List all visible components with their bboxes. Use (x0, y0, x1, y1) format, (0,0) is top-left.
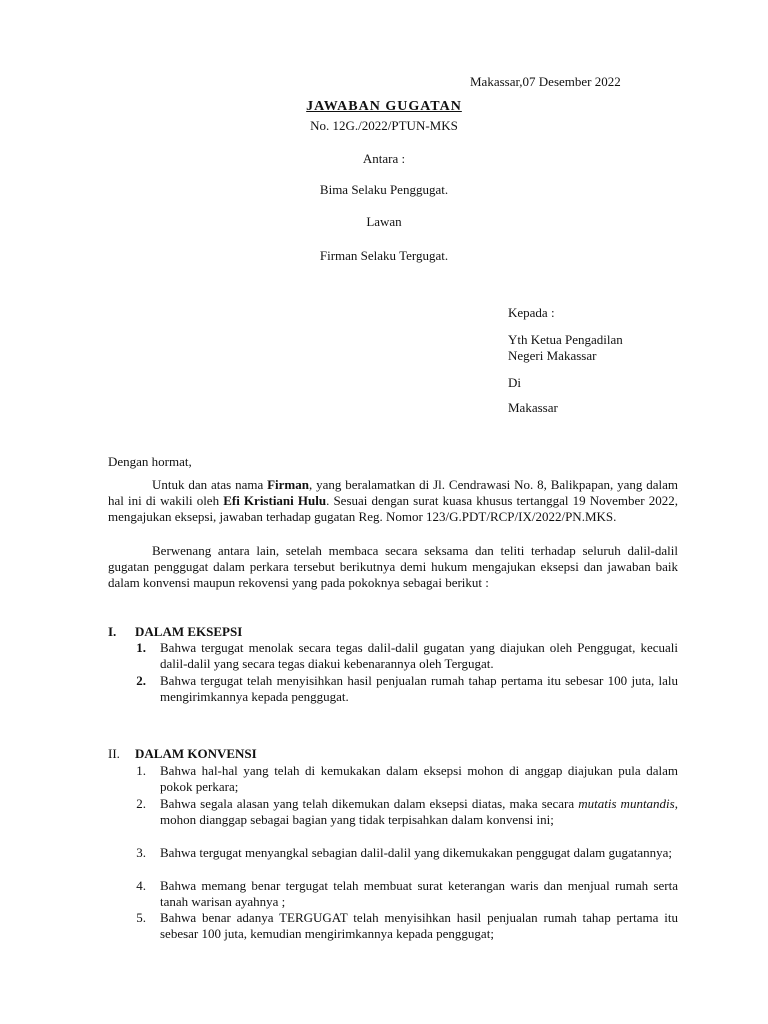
section-2-item-5-number: 5. (136, 910, 146, 925)
case-number: No. 12G./2022/PTUN-MKS (310, 118, 458, 133)
recipient-at: Di (508, 375, 521, 390)
defendant-line: Firman Selaku Tergugat. (319, 248, 449, 263)
section-2-item-2-number: 2. (136, 796, 146, 811)
recipient-line-2: Negeri Makassar (508, 348, 597, 363)
section-2-item-4-number: 4. (136, 878, 146, 893)
section-2-item-3: Bahwa tergugat menyangkal sebagian dalil-dalil yang dikemukakan penggugat dalam gugatannya; (160, 845, 673, 860)
section-1-title: DALAM EKSEPSI (135, 624, 243, 639)
document-title: JAWABAN GUGATAN (306, 99, 462, 114)
section-2-item-4: Bahwa memang benar tergugat telah membuat surat keterangan waris dan menjual rumah serta tanah warisan ayahnya ; (160, 878, 678, 909)
section-1-item-2-number: 2. (136, 673, 146, 688)
section-2-item-1-number: 1. (136, 763, 146, 778)
between-label: Antara : (362, 151, 406, 166)
section-2-item-2 (160, 796, 678, 828)
intro-text-c: . Sesuai dengan surat kuasa khusus tertanggal 19 November 2022, mengajukan eksepsi, jawaban terhadap gugatan Reg. Nomor 123/G.PDT/RCP/IX/2022/PN.MKS. (108, 493, 678, 524)
section-1-item-2: Bahwa tergugat telah menyisihkan hasil penjualan rumah tahap pertama itu sebesar 100 juta, lalu mengirimkannya kepada penggugat. (160, 673, 678, 704)
greeting: Dengan hormat, (108, 454, 192, 469)
intro-paragraph-2: Berwenang antara lain, setelah membaca secara seksama dan teliti terhadap seluruh dalil-dalil gugatan penggugat dalam perkara tersebut berikutnya demi hukum mengajukan eksepsi dan jawaban baik dalam konvensi maupun rekovensi yang pada pokoknya sebagai berikut : (108, 543, 678, 590)
plaintiff-line: Bima Selaku Penggugat. (319, 182, 449, 197)
representative-name: Efi Kristiani Hulu (223, 493, 327, 508)
section-2-item-5: Bahwa benar adanya TERGUGAT telah menyisihkan hasil penjualan rumah tahap pertama itu sebesar 100 juta, kemudian mengirimkannya kepada penggugat; (160, 910, 678, 941)
client-name: Firman (267, 477, 309, 492)
section-2-item-3-number: 3. (136, 845, 146, 860)
versus-label: Lawan (366, 214, 402, 229)
place-date: Makassar,07 Desember 2022 (470, 74, 621, 89)
section-2-item-2-text-b: , mohon dianggap sebagai bagian yang tidak terpisahkan dalam konvensi ini; (160, 796, 678, 827)
intro-text-b: , yang beralamatkan di Jl. Cendrawasi No. 8, Balikpapan, yang dalam hal ini di wakili oleh (108, 477, 678, 508)
intro-text-a: Untuk dan atas nama (152, 477, 268, 492)
recipient-to: Kepada : (508, 305, 555, 320)
intro-paragraph-1 (108, 477, 678, 525)
latin-phrase: mutatis muntandis (578, 796, 675, 811)
section-1-item-1-number: 1. (136, 640, 146, 655)
section-2-roman: II. (108, 746, 120, 761)
section-1-roman: I. (108, 624, 117, 639)
section-2-title: DALAM KONVENSI (135, 746, 257, 761)
section-2-item-2-text-a: Bahwa segala alasan yang telah dikemukan dalam eksepsi diatas, maka secara (160, 796, 579, 811)
recipient-city: Makassar (508, 400, 558, 415)
section-2-item-1: Bahwa hal-hal yang telah di kemukakan dalam eksepsi mohon di anggap diajukan pula dalam pokok perkara; (160, 763, 678, 794)
recipient-line-1: Yth Ketua Pengadilan (508, 332, 623, 347)
section-1-item-1: Bahwa tergugat menolak secara tegas dalil-dalil gugatan yang diajukan oleh Penggugat, kecuali dalil-dalil yang secara tegas diakui kebenarannya oleh Tergugat. (160, 640, 678, 671)
